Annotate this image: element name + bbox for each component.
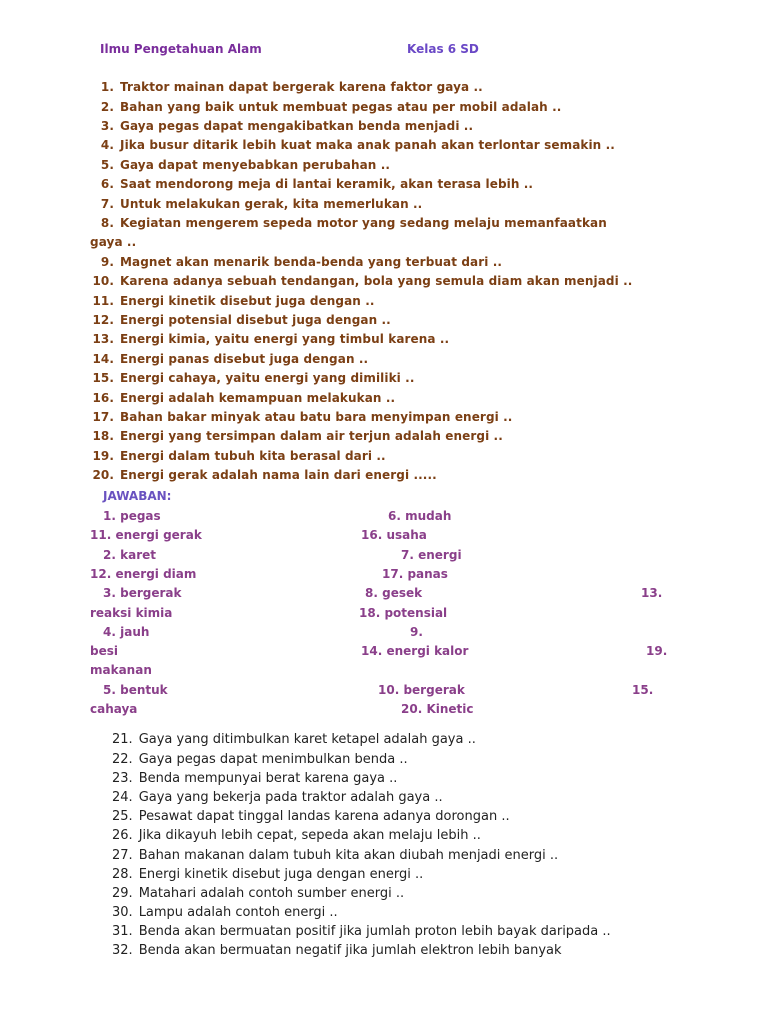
question-item: [0, 330, 768, 349]
answer-number: 13.: [641, 586, 663, 601]
question-number: 8.: [100, 216, 114, 231]
question-number: 18.: [92, 429, 114, 444]
question-item: [0, 350, 768, 369]
answer-text: gesek: [382, 586, 423, 601]
question-number: 13.: [92, 332, 114, 347]
question-item: [0, 903, 768, 922]
question-text: Energi panas disebut juga dengan ..: [120, 351, 369, 366]
answer-item: [103, 585, 181, 601]
question-number: 27.: [112, 847, 133, 863]
question-text: Traktor mainan dapat bergerak karena faktor gaya ..: [120, 80, 483, 95]
question-item: [0, 750, 768, 769]
question-item: [0, 427, 768, 446]
question-number: 20.: [92, 468, 114, 483]
question-number: 10.: [92, 274, 114, 289]
answer-number: 17.: [382, 566, 404, 581]
question-item: [0, 846, 768, 865]
question-text: Gaya dapat menyebabkan perubahan ..: [120, 157, 391, 172]
answer-text: reaksi kimia: [90, 605, 173, 620]
question-text: Energi kinetik disebut juga dengan energi ..: [138, 866, 424, 882]
question-item: [0, 117, 768, 136]
question-number: 7.: [100, 196, 114, 211]
question-item: [0, 311, 768, 330]
question-text: Gaya yang ditimbulkan karet ketapel adalah gaya ..: [138, 732, 476, 748]
answer-number: 3.: [103, 586, 116, 601]
question-text: Bahan yang baik untuk membuat pegas atau per mobil adalah ..: [120, 99, 562, 114]
answer-item: [103, 682, 168, 698]
answer-item: [401, 701, 474, 717]
answer-text: energi kalor: [386, 644, 469, 659]
question-item: [0, 272, 768, 291]
question-text: Matahari adalah contoh sumber energi ..: [138, 885, 405, 901]
answer-text: pegas: [120, 509, 161, 523]
question-number: 17.: [92, 409, 114, 424]
answer-key-title: JAWABAN:: [103, 489, 172, 503]
question-item: [0, 369, 768, 388]
answer-number: 12.: [90, 566, 112, 581]
question-text: Gaya pegas dapat mengakibatkan benda menjadi ..: [120, 119, 474, 134]
answer-number: 15.: [632, 682, 654, 697]
answer-number: 16.: [361, 528, 383, 543]
question-number: 5.: [100, 157, 114, 172]
question-item: [0, 922, 768, 941]
question-item: [0, 447, 768, 466]
question-item: [0, 826, 768, 845]
question-item: [0, 788, 768, 807]
question-text: Saat mendorong meja di lantai keramik, akan terasa lebih ..: [120, 177, 534, 192]
question-number: 29.: [112, 885, 133, 901]
question-item: [0, 78, 768, 97]
answer-item: [365, 585, 422, 601]
question-number: 25.: [112, 809, 133, 825]
question-text: Energi gerak adalah nama lain dari energi .....: [120, 468, 437, 483]
answer-number: 11.: [90, 528, 112, 543]
question-text: Benda akan bermuatan positif jika jumlah proton lebih bayak daripada ..: [138, 924, 611, 940]
question-item: [0, 175, 768, 194]
answer-text: bentuk: [120, 682, 168, 697]
answer-item: [401, 547, 462, 563]
question-text: Jika dikayuh lebih cepat, sepeda akan melaju lebih ..: [138, 828, 481, 844]
question-text: Energi adalah kemampuan melakukan ..: [120, 390, 396, 405]
question-item: [0, 865, 768, 884]
answer-text: jauh: [120, 624, 150, 639]
question-text: Energi dalam tubuh kita berasal dari ..: [120, 448, 386, 463]
answer-number: 5.: [103, 682, 116, 697]
question-item: [0, 136, 768, 155]
answer-item: [90, 566, 196, 582]
answer-number: 7.: [401, 547, 414, 562]
question-text: Energi kinetik disebut juga dengan ..: [120, 293, 375, 308]
question-item: [0, 807, 768, 826]
question-number: 14.: [92, 351, 114, 366]
question-number: 6.: [100, 177, 114, 192]
question-text: Gaya pegas dapat menimbulkan benda ..: [138, 751, 408, 767]
question-text: Kegiatan mengerem sepeda motor yang sedang melaju memanfaatkan: [120, 216, 607, 231]
answer-text: cahaya: [90, 702, 138, 716]
question-number: 1.: [100, 80, 114, 95]
question-text: Energi kimia, yaitu energi yang timbul karena ..: [120, 332, 450, 347]
answer-number: 20.: [401, 702, 423, 716]
answer-item: [361, 527, 427, 543]
question-text: Bahan makanan dalam tubuh kita akan diubah menjadi energi ..: [138, 847, 559, 863]
answer-item: [103, 624, 149, 640]
answer-number: 18.: [359, 605, 381, 620]
answer-text: panas: [407, 566, 448, 581]
question-text: Lampu adalah contoh energi ..: [138, 905, 338, 921]
question-text: Energi potensial disebut juga dengan ..: [120, 312, 391, 327]
question-number: 9.: [100, 254, 114, 269]
answer-number: 4.: [103, 624, 116, 639]
question-number: 3.: [100, 119, 114, 134]
question-number: 30.: [112, 905, 133, 921]
answer-text: besi: [90, 644, 118, 659]
answer-number: 9.: [410, 624, 423, 639]
question-number: 31.: [112, 924, 133, 940]
question-text: Gaya yang bekerja pada traktor adalah gaya ..: [138, 789, 443, 805]
answer-item: [378, 682, 465, 698]
question-number: 16.: [92, 390, 114, 405]
question-text: Energi yang tersimpan dalam air terjun adalah energi ..: [120, 429, 503, 444]
question-number: 24.: [112, 789, 133, 805]
question-text-continuation: gaya ..: [90, 235, 137, 250]
answer-number: 19.: [646, 644, 668, 659]
question-list-part1: [0, 78, 768, 485]
question-text: Karena adanya sebuah tendangan, bola yang semula diam akan menjadi ..: [120, 274, 633, 289]
question-item: [0, 292, 768, 311]
question-number: 28.: [112, 866, 133, 882]
question-item: [0, 195, 768, 214]
answer-text: energi: [418, 547, 462, 562]
question-item-continuation: [0, 233, 768, 252]
question-item: [0, 769, 768, 788]
answer-text: energi diam: [115, 566, 197, 581]
answer-text: bergerak: [120, 586, 182, 601]
question-text: Energi cahaya, yaitu energi yang dimiliki ..: [120, 371, 415, 386]
question-item: [0, 941, 768, 960]
answer-text: potensial: [384, 605, 448, 620]
answer-item: [382, 566, 448, 582]
question-number: 15.: [92, 371, 114, 386]
answer-item: [103, 508, 161, 524]
question-number: 32.: [112, 943, 133, 959]
question-item: [0, 214, 768, 233]
grade-label: Kelas 6 SD: [407, 42, 479, 56]
question-item: [0, 408, 768, 427]
question-number: 2.: [100, 99, 114, 114]
answer-text: karet: [120, 547, 156, 562]
question-item: [0, 156, 768, 175]
answer-number: 6.: [388, 509, 401, 523]
question-number: 12.: [92, 312, 114, 327]
answer-item: [90, 527, 202, 543]
question-text: Jika busur ditarik lebih kuat maka anak panah akan terlontar semakin ..: [120, 138, 615, 153]
question-text: Pesawat dapat tinggal landas karena adanya dorongan ..: [138, 809, 510, 825]
question-item: [0, 253, 768, 272]
question-number: 26.: [112, 828, 133, 844]
answer-item: [103, 547, 156, 563]
question-number: 4.: [100, 138, 114, 153]
answer-number: 1.: [103, 509, 116, 523]
question-text: Benda akan bermuatan negatif jika jumlah elektron lebih banyak: [138, 943, 562, 959]
answer-item: [388, 508, 451, 524]
answer-number: 10.: [378, 682, 400, 697]
question-number: 22.: [112, 751, 133, 767]
answer-text: usaha: [386, 528, 427, 543]
question-item: [0, 98, 768, 117]
answer-text: bergerak: [403, 682, 465, 697]
answer-number: 14.: [361, 644, 383, 659]
question-number: 19.: [92, 448, 114, 463]
question-list-part2: [0, 730, 768, 960]
answer-text: energi gerak: [115, 528, 202, 543]
answer-item: [359, 605, 447, 621]
answer-text: mudah: [405, 509, 452, 523]
question-item: [0, 389, 768, 408]
answer-item: [361, 643, 468, 659]
question-text: Bahan bakar minyak atau batu bara menyimpan energi ..: [120, 409, 513, 424]
question-text: Benda mempunyai berat karena gaya ..: [138, 770, 398, 786]
question-number: 21.: [112, 732, 133, 748]
answer-text: Kinetic: [426, 702, 474, 716]
question-item: [0, 884, 768, 903]
question-item: [0, 466, 768, 485]
answer-number: 8.: [365, 586, 378, 601]
question-item: [0, 730, 768, 749]
question-number: 23.: [112, 770, 133, 786]
subject-title: Ilmu Pengetahuan Alam: [100, 42, 262, 56]
answer-text: makanan: [90, 663, 152, 678]
question-text: Magnet akan menarik benda-benda yang terbuat dari ..: [120, 254, 503, 269]
question-text: Untuk melakukan gerak, kita memerlukan ..: [120, 196, 423, 211]
answer-number: 2.: [103, 547, 116, 562]
question-number: 11.: [92, 293, 114, 308]
